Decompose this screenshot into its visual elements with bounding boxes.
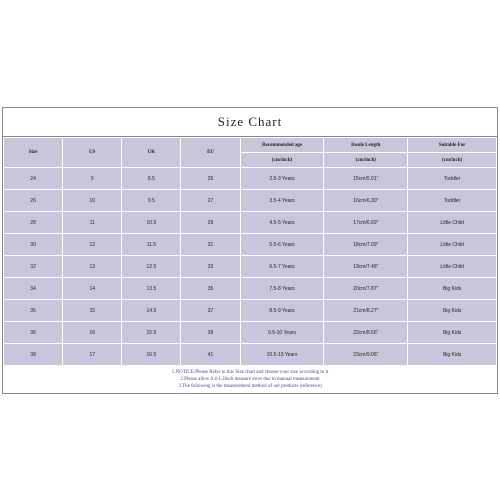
cell-age: 9.5-10 Years bbox=[240, 322, 324, 344]
cell-insole: 16cm/6.30" bbox=[324, 190, 408, 212]
header-insole-unit: (cm/inch) bbox=[324, 153, 408, 168]
cell-age: 5.5-6 Years bbox=[240, 234, 324, 256]
cell-size: 35 bbox=[4, 300, 63, 322]
cell-insole: 18cm/7.09" bbox=[324, 234, 408, 256]
cell-age: 4.5-5 Years bbox=[240, 212, 324, 234]
cell-insole: 15cm/5.91" bbox=[324, 168, 408, 190]
cell-us: 13 bbox=[63, 256, 122, 278]
cell-eu: 41 bbox=[181, 344, 240, 366]
cell-insole: 19cm/7.48" bbox=[324, 256, 408, 278]
cell-uk: 10.5 bbox=[122, 212, 181, 234]
cell-age: 7.5-8 Years bbox=[240, 278, 324, 300]
cell-suitable: Big Kids bbox=[408, 278, 497, 300]
cell-eu: 29 bbox=[181, 212, 240, 234]
header-us: US bbox=[63, 138, 122, 168]
cell-eu: 35 bbox=[181, 278, 240, 300]
cell-insole: 21cm/8.27" bbox=[324, 300, 408, 322]
cell-us: 10 bbox=[63, 190, 122, 212]
cell-us: 12 bbox=[63, 234, 122, 256]
cell-size: 26 bbox=[4, 190, 63, 212]
table-row bbox=[4, 344, 497, 366]
cell-size: 32 bbox=[4, 256, 63, 278]
table-row bbox=[4, 168, 497, 190]
cell-age: 2.5-3 Years bbox=[240, 168, 324, 190]
cell-us: 17 bbox=[63, 344, 122, 366]
header-suitable: Suitable For bbox=[408, 138, 497, 153]
cell-age: 8.5-9 Years bbox=[240, 300, 324, 322]
notes bbox=[3, 366, 497, 393]
cell-size: 34 bbox=[4, 278, 63, 300]
cell-uk: 12.5 bbox=[122, 256, 181, 278]
cell-suitable: Little Child bbox=[408, 212, 497, 234]
note-line: 1.NOTICE:Please Refer to this Size chart and choose your size according to it bbox=[171, 370, 329, 375]
cell-uk: 8.5 bbox=[122, 168, 181, 190]
cell-eu: 37 bbox=[181, 300, 240, 322]
cell-size: 36 bbox=[4, 322, 63, 344]
header-suitable-unit: (cm/inch) bbox=[408, 153, 497, 168]
table-row bbox=[4, 190, 497, 212]
cell-size: 28 bbox=[4, 212, 63, 234]
cell-eu: 39 bbox=[181, 322, 240, 344]
cell-age: 6.5-7 Years bbox=[240, 256, 324, 278]
cell-eu: 25 bbox=[181, 168, 240, 190]
cell-uk: 14.5 bbox=[122, 300, 181, 322]
cell-us: 14 bbox=[63, 278, 122, 300]
table-row bbox=[4, 300, 497, 322]
header-row bbox=[4, 138, 497, 153]
header-eu: EU bbox=[181, 138, 240, 168]
cell-us: 11 bbox=[63, 212, 122, 234]
cell-suitable: Big Kids bbox=[408, 322, 497, 344]
cell-eu: 27 bbox=[181, 190, 240, 212]
cell-us: 9 bbox=[63, 168, 122, 190]
size-table bbox=[3, 137, 497, 366]
cell-insole: 17cm/6.69" bbox=[324, 212, 408, 234]
cell-size: 38 bbox=[4, 344, 63, 366]
size-table-body bbox=[4, 168, 497, 366]
cell-eu: 33 bbox=[181, 256, 240, 278]
table-row bbox=[4, 322, 497, 344]
note-line: 2.Please allow 0.4-1.2inch measure error due to manual measurement bbox=[180, 377, 320, 382]
cell-suitable: Big Kids bbox=[408, 344, 497, 366]
cell-uk: 11.5 bbox=[122, 234, 181, 256]
cell-uk: 16.5 bbox=[122, 344, 181, 366]
header-age-unit: (cm/inch) bbox=[240, 153, 324, 168]
cell-suitable: Toddler bbox=[408, 190, 497, 212]
cell-us: 15 bbox=[63, 300, 122, 322]
cell-insole: 20cm/7.87" bbox=[324, 278, 408, 300]
cell-size: 24 bbox=[4, 168, 63, 190]
table-row bbox=[4, 256, 497, 278]
size-chart bbox=[2, 107, 498, 394]
cell-suitable: Little Child bbox=[408, 256, 497, 278]
table-row bbox=[4, 278, 497, 300]
chart-title: Size Chart bbox=[3, 108, 497, 137]
cell-age: 3.5-4 Years bbox=[240, 190, 324, 212]
cell-insole: 23cm/9.06" bbox=[324, 344, 408, 366]
cell-suitable: Toddler bbox=[408, 168, 497, 190]
header-uk: UK bbox=[122, 138, 181, 168]
cell-eu: 31 bbox=[181, 234, 240, 256]
table-row bbox=[4, 212, 497, 234]
note-line: 3.The following is the measurement method of our products (reference) bbox=[178, 384, 322, 389]
cell-uk: 13.5 bbox=[122, 278, 181, 300]
cell-us: 16 bbox=[63, 322, 122, 344]
table-row bbox=[4, 234, 497, 256]
cell-age: 10.5-13 Years bbox=[240, 344, 324, 366]
header-age: Recommended age bbox=[240, 138, 324, 153]
cell-uk: 15.5 bbox=[122, 322, 181, 344]
cell-suitable: Little Child bbox=[408, 234, 497, 256]
cell-suitable: Big Kids bbox=[408, 300, 497, 322]
header-insole: Insole Length bbox=[324, 138, 408, 153]
cell-uk: 9.5 bbox=[122, 190, 181, 212]
header-size: Size bbox=[4, 138, 63, 168]
cell-insole: 22cm/8.66" bbox=[324, 322, 408, 344]
cell-size: 30 bbox=[4, 234, 63, 256]
